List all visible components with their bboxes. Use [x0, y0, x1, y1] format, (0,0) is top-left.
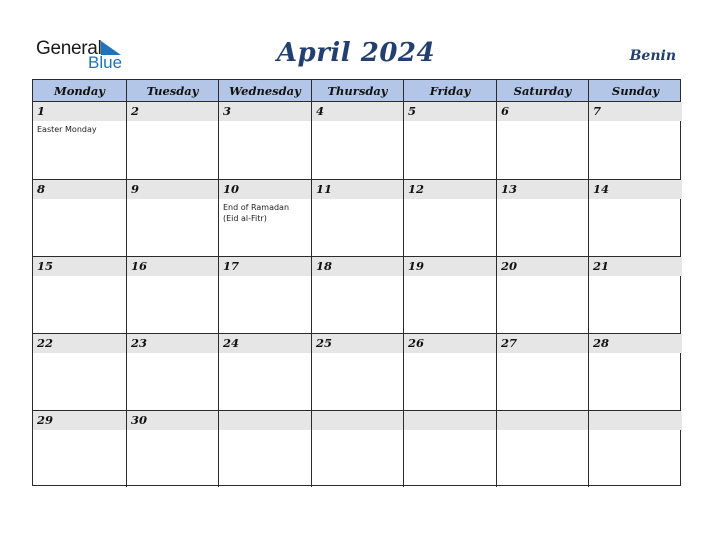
weekday-header-7: Sunday [588, 80, 682, 101]
day-cell [33, 257, 126, 333]
day-cell [126, 411, 218, 487]
day-number: 8 [37, 182, 46, 196]
holiday-event: Easter Monday [37, 125, 97, 134]
day-number: 29 [37, 413, 54, 427]
day-number: 11 [316, 182, 333, 196]
day-number: 15 [37, 259, 54, 273]
day-cell [218, 334, 311, 410]
day-cell [403, 257, 496, 333]
page-title: April 2024 [276, 38, 436, 68]
weekday-header-5: Friday [403, 80, 496, 101]
day-number-band [219, 102, 311, 121]
week-row [33, 410, 680, 487]
day-number: 3 [223, 104, 232, 118]
weekday-header-3: Wednesday [218, 80, 311, 101]
day-number: 17 [223, 259, 240, 273]
day-number: 1 [37, 104, 46, 118]
day-cell [126, 257, 218, 333]
day-cell [126, 334, 218, 410]
day-cell [403, 102, 496, 179]
day-cell [496, 257, 588, 333]
day-cell [588, 102, 682, 179]
day-number: 4 [316, 104, 325, 118]
week-row [33, 256, 680, 333]
day-number: 16 [131, 259, 148, 273]
day-number: 6 [501, 104, 510, 118]
day-number-band [497, 102, 588, 121]
weekday-header-1: Monday [54, 84, 105, 98]
day-number-band [312, 102, 403, 121]
day-cell [218, 180, 311, 256]
day-cell [126, 180, 218, 256]
day-cell [588, 257, 682, 333]
weekday-header-row [33, 80, 680, 102]
day-cell [311, 334, 403, 410]
day-cell [403, 411, 496, 487]
day-cell [588, 180, 682, 256]
day-cell [33, 334, 126, 410]
week-row [33, 333, 680, 410]
day-number: 23 [131, 336, 148, 350]
country-label: Benin [629, 48, 676, 64]
day-cell [496, 334, 588, 410]
day-number: 26 [408, 336, 425, 350]
day-number: 27 [501, 336, 518, 350]
day-number: 22 [37, 336, 54, 350]
calendar-grid [32, 79, 681, 486]
day-number: 13 [501, 182, 518, 196]
day-number: 10 [223, 182, 240, 196]
day-cell [33, 102, 126, 179]
day-cell [311, 102, 403, 179]
day-number-band [404, 411, 496, 430]
weekday-header-2: Tuesday [126, 80, 218, 101]
day-cell [33, 411, 126, 487]
day-number: 19 [408, 259, 425, 273]
day-cell [311, 411, 403, 487]
day-number: 25 [316, 336, 333, 350]
day-cell [403, 180, 496, 256]
weekday-header-6: Saturday [496, 80, 588, 101]
day-cell [588, 334, 682, 410]
day-cell [218, 102, 311, 179]
day-cell [218, 257, 311, 333]
logo-text-blue: Blue [88, 53, 123, 72]
day-cell [311, 257, 403, 333]
day-number: 12 [408, 182, 425, 196]
day-cell [218, 411, 311, 487]
day-number: 9 [131, 182, 140, 196]
day-cell [403, 334, 496, 410]
day-number-band [497, 411, 588, 430]
day-cell [496, 102, 588, 179]
day-cell [126, 102, 218, 179]
day-number-band [127, 180, 218, 199]
logo-text-general: General [36, 38, 102, 59]
day-cell [311, 180, 403, 256]
day-number-band [219, 411, 311, 430]
day-number-band [589, 411, 682, 430]
holiday-event: End of Ramadan (Eid al-Fitr) [223, 203, 290, 223]
day-number: 28 [593, 336, 610, 350]
day-number: 7 [593, 104, 602, 118]
day-number: 18 [316, 259, 333, 273]
day-number: 21 [593, 259, 610, 273]
day-cell [496, 411, 588, 487]
weekday-header-4: Thursday [311, 80, 403, 101]
day-number: 30 [131, 413, 148, 427]
day-number-band [127, 102, 218, 121]
day-number-band [589, 102, 682, 121]
day-cell [33, 180, 126, 256]
day-cell [588, 411, 682, 487]
day-number: 5 [408, 104, 417, 118]
week-row [33, 179, 680, 256]
day-number-band [33, 102, 126, 121]
day-number: 20 [501, 259, 518, 273]
day-number: 24 [223, 336, 240, 350]
day-number-band [404, 102, 496, 121]
day-number-band [312, 411, 403, 430]
week-row [33, 102, 680, 179]
day-number-band [33, 180, 126, 199]
day-number: 2 [131, 104, 140, 118]
day-cell [496, 180, 588, 256]
day-number: 14 [593, 182, 610, 196]
